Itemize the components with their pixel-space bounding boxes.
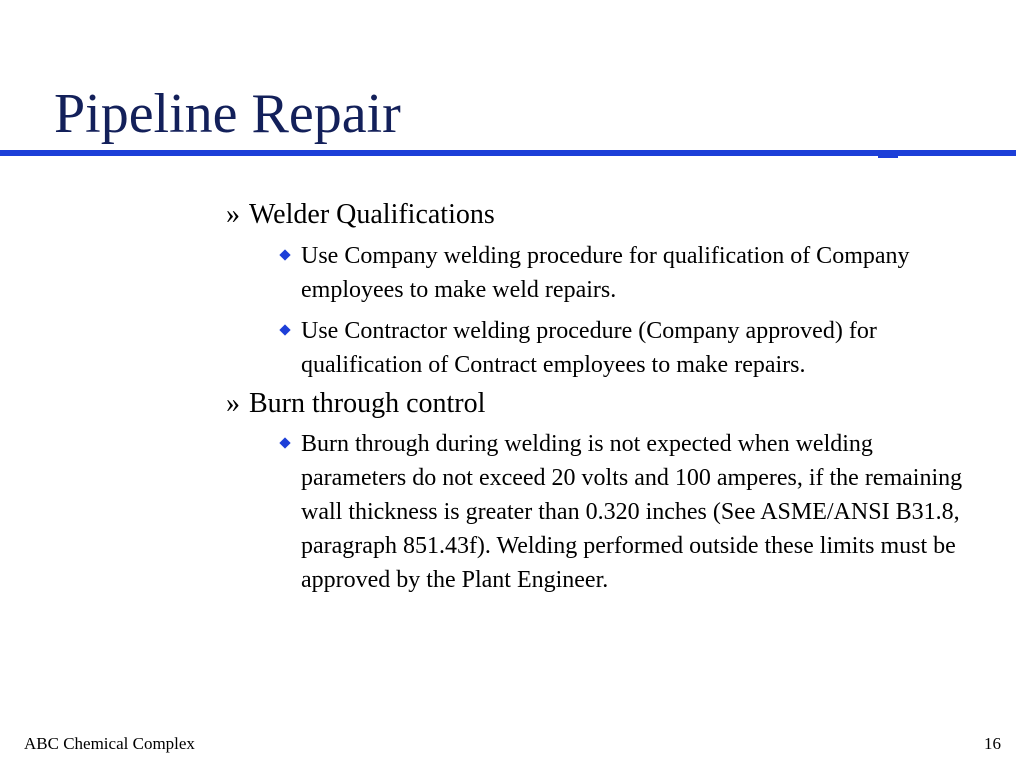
page-number: 16 — [984, 734, 1001, 753]
bullet-text: Welder Qualifications — [249, 199, 495, 230]
title-underline — [0, 150, 1016, 156]
sub-bullet-contractor-procedure — [226, 314, 986, 382]
diamond-bullet-icon — [279, 437, 290, 448]
sub-bullet-burn-through-limits — [226, 427, 986, 597]
bullet-burn-through-control — [226, 387, 986, 421]
sub-bullet-text: Use Contractor welding procedure (Company approved) for qualification of Contract employees to make repairs. — [301, 318, 877, 378]
sub-bullet-text: Use Company welding procedure for qualification of Company employees to make weld repairs. — [301, 243, 910, 303]
bullet-welder-qualifications — [226, 198, 986, 232]
footer-organization: ABC Chemical Complex — [24, 734, 195, 753]
bullet-text: Burn through control — [249, 388, 486, 419]
chevron-bullet-icon: » — [226, 199, 240, 230]
diamond-bullet-icon — [279, 324, 290, 335]
slide-title: Pipeline Repair — [54, 83, 401, 145]
slide-content — [226, 198, 986, 597]
sub-bullet-text: Burn through during welding is not expected when welding parameters do not exceed 20 volts and 100 amperes, if the remaining wall thickness is greater than 0.320 inches (See ASME/ANSI B31.8, paragraph 851.43f). Welding performed outside these limits must be approved by the Plant Engineer. — [301, 431, 963, 593]
chevron-bullet-icon: » — [226, 388, 240, 419]
title-underline-notch — [878, 156, 898, 158]
diamond-bullet-icon — [279, 249, 290, 260]
sub-bullet-company-procedure — [226, 239, 986, 307]
